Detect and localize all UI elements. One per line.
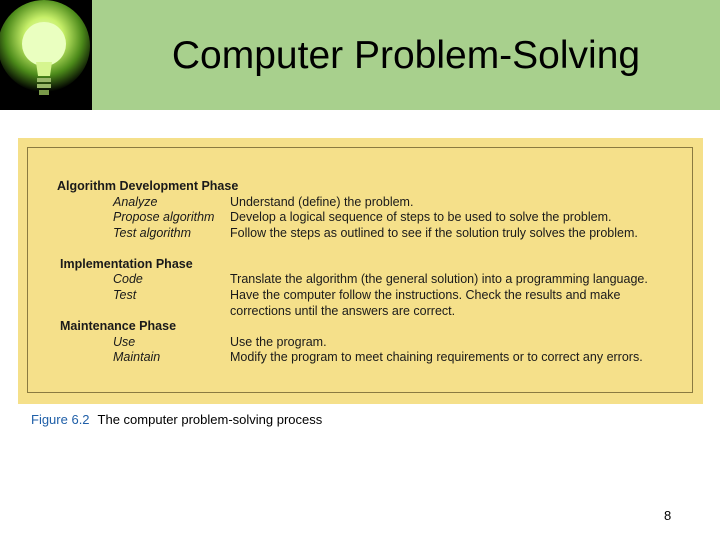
step-description: Follow the steps as outlined to see if the solution truly solves the problem. [230,226,638,240]
step-description: Use the program. [230,335,327,349]
lightbulb-logo [0,0,92,110]
step-description-continued: corrections until the answers are correct. [230,304,456,318]
phase-heading: Implementation Phase [60,257,193,271]
figure-label: Figure 6.2 [31,412,90,427]
step-description: Develop a logical sequence of steps to be used to solve the problem. [230,210,612,224]
step-description: Modify the program to meet chaining requirements or to correct any errors. [230,350,643,364]
step-name: Analyze [113,195,158,209]
step-description: Translate the algorithm (the general solution) into a programming language. [230,272,648,286]
step-name: Propose algorithm [113,210,215,224]
caption-text: The computer problem-solving process [97,412,323,427]
step-name: Test [113,288,137,302]
slide-title: Computer Problem-Solving [171,34,641,77]
step-name: Code [113,272,143,286]
step-name: Maintain [113,350,161,364]
figure-caption [31,412,322,427]
phase-heading: Maintenance Phase [60,319,177,333]
phase-heading: Algorithm Development Phase [57,179,239,193]
lightbulb-icon [0,0,92,110]
step-name: Test algorithm [113,226,192,240]
step-description: Have the computer follow the instructions. Check the results and make [230,288,621,302]
step-name: Use [113,335,136,349]
page-number: 8 [664,508,672,523]
step-description: Understand (define) the problem. [230,195,414,209]
